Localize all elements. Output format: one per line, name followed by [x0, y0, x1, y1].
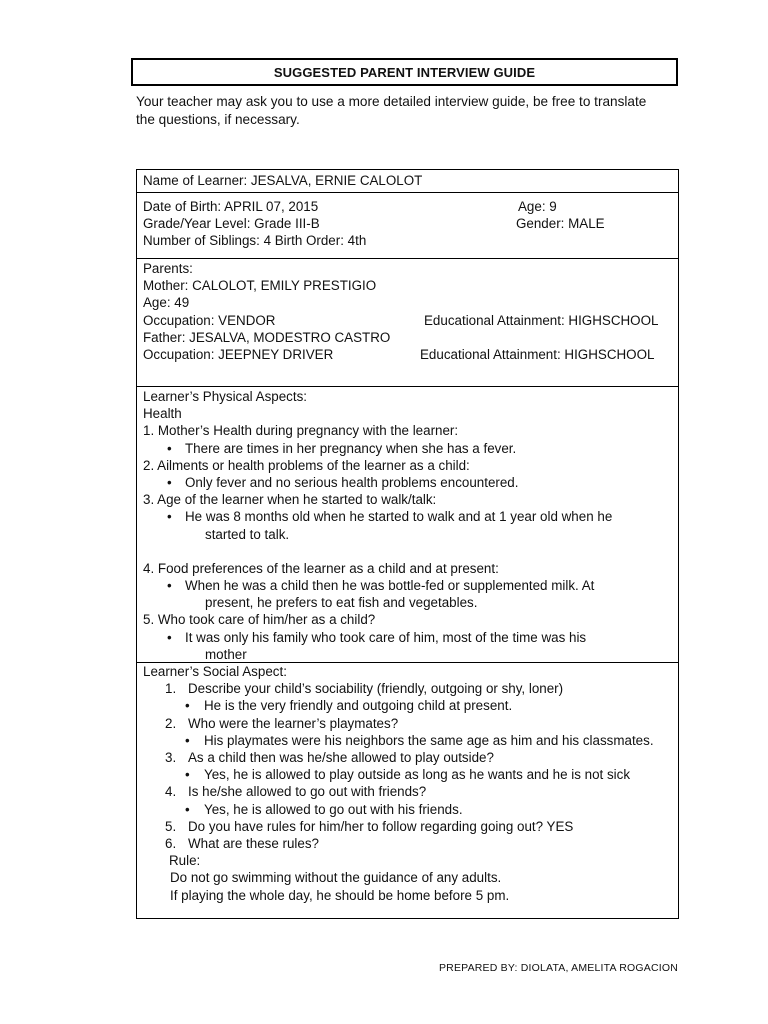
learner-info-section: [137, 193, 678, 259]
spacer: [143, 543, 672, 560]
mother-occupation: Occupation: VENDOR: [143, 312, 276, 328]
parents-heading: Parents:: [143, 261, 193, 276]
learner-age: Age: 9: [518, 199, 557, 214]
physical-answer-3-cont: started to talk.: [205, 526, 290, 542]
father-name: Father: JESALVA, MODESTRO CASTRO: [143, 329, 391, 345]
physical-question-5: 5. Who took care of him/her as a child?: [143, 612, 376, 628]
rule-1: Do not go swimming without the guidance of any adults.: [170, 870, 502, 886]
intro-line-2: the questions, if necessary.: [136, 112, 300, 127]
rule-label: Rule:: [169, 853, 201, 869]
social-heading: Learner’s Social Aspect:: [143, 664, 287, 679]
mother-education: Educational Attainment: HIGHSCHOOL: [424, 312, 659, 328]
physical-answer-5-cont: mother: [205, 646, 247, 662]
father-education: Educational Attainment: HIGHSCHOOL: [420, 347, 655, 363]
document-title: [131, 58, 678, 86]
physical-question-2: 2. Ailments or health problems of the learner as a child:: [143, 457, 470, 473]
mother-age: Age: 49: [143, 295, 190, 311]
rule-2: If playing the whole day, he should be home before 5 pm.: [170, 887, 510, 903]
mother-occupation-row: [143, 312, 672, 329]
prepared-by-footer: PREPARED BY: DIOLATA, AMELITA ROGACION: [438, 962, 678, 974]
physical-answer-4-cont: present, he prefers to eat fish and vegetables.: [205, 595, 478, 611]
physical-heading: Learner’s Physical Aspects:: [143, 389, 307, 404]
siblings-info: Number of Siblings: 4 Birth Order: 4th: [143, 233, 367, 249]
dob-row: [143, 198, 672, 215]
social-question-1: 1. Describe your child’s sociability (friendly, outgoing or shy, loner): [165, 681, 564, 697]
health-subheading: Health: [143, 406, 182, 422]
learner-name: Name of Learner: JESALVA, ERNIE CALOLOT: [143, 173, 423, 188]
grade-level: Grade/Year Level: Grade III-B: [143, 216, 320, 232]
physical-answer-5: • It was only his family who took care of him, most of the time was his: [143, 629, 672, 646]
social-answer-4: • Yes, he is allowed to go out with his friends.: [143, 801, 672, 818]
physical-question-4: 4. Food preferences of the learner as a child and at present:: [143, 560, 499, 576]
interview-form: [136, 169, 679, 919]
physical-question-3: 3. Age of the learner when he started to walk/talk:: [143, 492, 437, 508]
intro-paragraph: [136, 93, 676, 129]
social-question-2: 2. Who were the learner’s playmates?: [165, 715, 399, 731]
social-answer-1: • He is the very friendly and outgoing child at present.: [143, 697, 672, 714]
social-answer-2: • His playmates were his neighbors the same age as him and his classmates.: [143, 732, 672, 749]
social-question-4: 4. Is he/she allowed to go out with friends?: [165, 784, 427, 800]
document-title-text: SUGGESTED PARENT INTERVIEW GUIDE: [273, 64, 536, 80]
father-occupation: Occupation: JEEPNEY DRIVER: [143, 347, 334, 363]
social-question-6: 6. What are these rules?: [165, 836, 319, 852]
father-occupation-row: [143, 346, 672, 363]
grade-row: [143, 215, 672, 232]
social-aspect-section: [137, 663, 678, 918]
learner-name-section: [137, 170, 678, 193]
social-question-3: 3. As a child then was he/she allowed to play outside?: [165, 750, 494, 766]
social-question-5: 5. Do you have rules for him/her to follow regarding going out? YES: [165, 818, 574, 834]
intro-line-1: Your teacher may ask you to use a more detailed interview guide, be free to translate: [136, 94, 647, 109]
parents-section: [137, 259, 678, 387]
physical-answer-1: • There are times in her pregnancy when she has a fever.: [143, 440, 672, 457]
mother-name: Mother: CALOLOT, EMILY PRESTIGIO: [143, 278, 377, 294]
physical-aspects-section: [137, 387, 678, 663]
physical-answer-3: • He was 8 months old when he started to walk and at 1 year old when he: [143, 508, 672, 525]
date-of-birth: Date of Birth: APRIL 07, 2015: [143, 199, 319, 214]
social-answer-3: • Yes, he is allowed to play outside as long as he wants and he is not sick: [143, 766, 672, 783]
physical-question-1: 1. Mother’s Health during pregnancy with the learner:: [143, 423, 459, 439]
physical-answer-2: • Only fever and no serious health problems encountered.: [143, 474, 672, 491]
physical-answer-4: • When he was a child then he was bottle-fed or supplemented milk. At: [143, 577, 672, 594]
learner-gender: Gender: MALE: [516, 216, 605, 232]
